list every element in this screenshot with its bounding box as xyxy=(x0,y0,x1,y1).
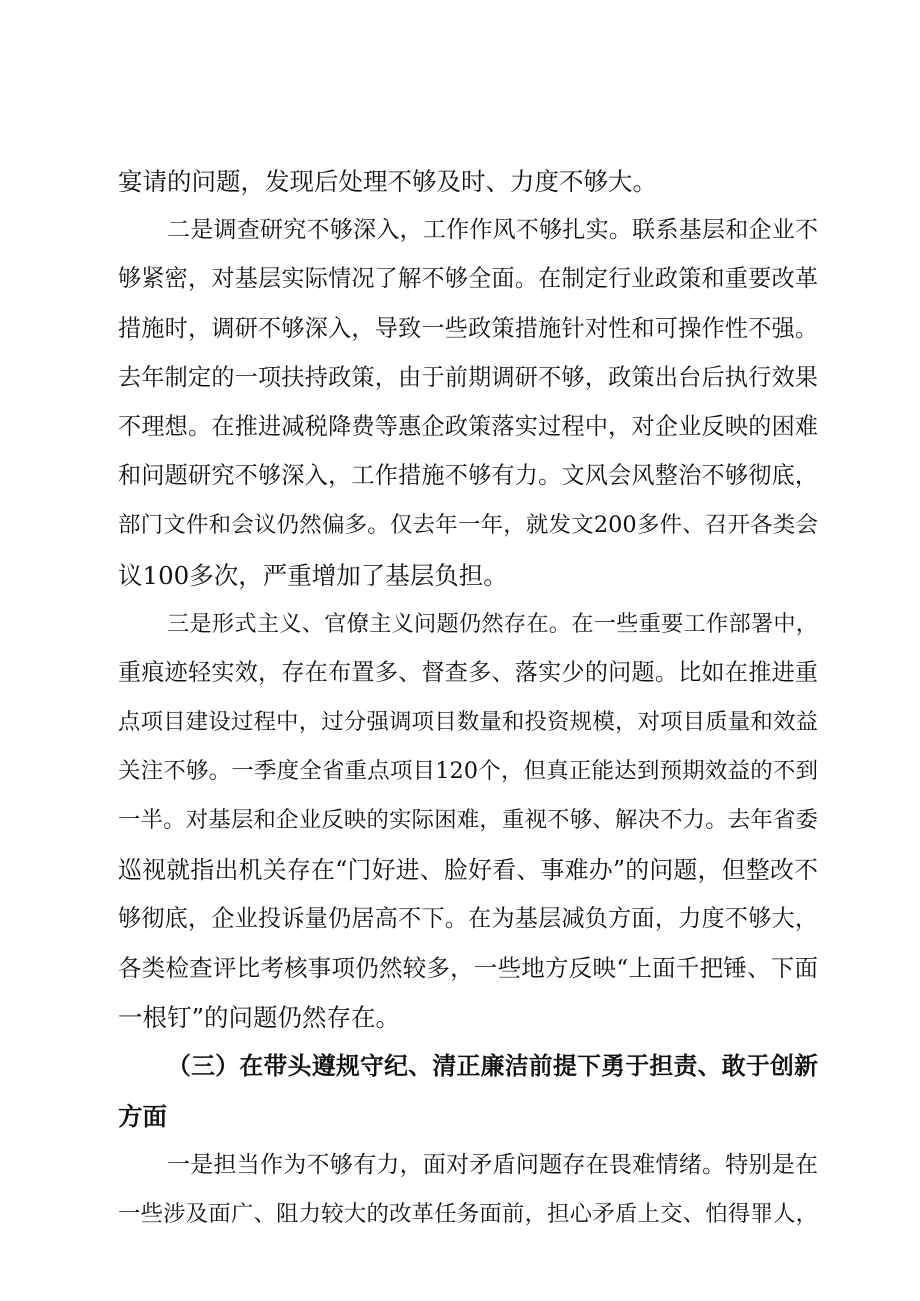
paragraph-3-line: 关注不够。一季度全省重点项目120个，但真正能达到预期效益的不到 xyxy=(118,758,818,785)
paragraph-3-line: 一半。对基层和企业反映的实际困难，重视不够、解决不力。去年省委 xyxy=(118,807,818,834)
paragraph-2-line: 和问题研究不够深入，工作措施不够有力。文风会风整治不够彻底， xyxy=(118,463,818,490)
paragraph-4-line-1: 一是担当作为不够有力，面对矛盾问题存在畏难情绪。特别是在 xyxy=(167,1151,818,1178)
paragraph-2-line-1: 二是调查研究不够深入，工作作风不够扎实。联系基层和企业不 xyxy=(167,217,818,244)
paragraph-3-line: 点项目建设过程中，过分强调项目数量和投资规模，对项目质量和效益 xyxy=(118,709,818,736)
paragraph-2-line: 够紧密，对基层实际情况了解不够全面。在制定行业政策和重要改革 xyxy=(118,266,818,293)
paragraph-3-line: 重痕迹轻实效，存在布置多、督查多、落实少的问题。比如在推进重 xyxy=(118,659,818,686)
section-heading-line-1: （三）在带头遵规守纪、清正廉洁前提下勇于担责、敢于创新 xyxy=(167,1052,818,1081)
section-heading-line-2: 方面 xyxy=(118,1101,167,1131)
paragraph-3-line: 巡视就指出机关存在“门好进、脸好看、事难办”的问题，但整改不 xyxy=(118,855,818,884)
paragraph-4-line: 一些涉及面广、阻力较大的改革任务面前，担心矛盾上交、怕得罪人， xyxy=(118,1200,818,1227)
paragraph-3-line: 够彻底，企业投诉量仍居高不下。在为基层减负方面，力度不够大， xyxy=(118,905,818,932)
paragraph-3-line-1: 三是形式主义、官僚主义问题仍然存在。在一些重要工作部署中， xyxy=(167,610,818,637)
paragraph-2-line-last: 议100多次，严重增加了基层负担。 xyxy=(118,560,508,590)
paragraph-2-line: 措施时，调研不够深入，导致一些政策措施针对性和可操作性不强。 xyxy=(118,315,818,342)
paragraph-2-line: 不理想。在推进减税降费等惠企政策落实过程中，对企业反映的困难 xyxy=(118,413,818,440)
paragraph-3-line-last: 一根钉”的问题仍然存在。 xyxy=(118,1003,401,1033)
paragraph-2-line: 去年制定的一项扶持政策，由于前期调研不够，政策出台后执行效果 xyxy=(118,364,818,391)
paragraph-2-line: 部门文件和会议仍然偏多。仅去年一年，就发文200多件、召开各类会 xyxy=(118,512,818,539)
paragraph-3-line: 各类检查评比考核事项仍然较多，一些地方反映“上面千把锤、下面 xyxy=(118,954,818,982)
document-body xyxy=(118,157,818,1239)
paragraph-continuation-line: 宴请的问题，发现后处理不够及时、力度不够大。 xyxy=(118,167,657,196)
